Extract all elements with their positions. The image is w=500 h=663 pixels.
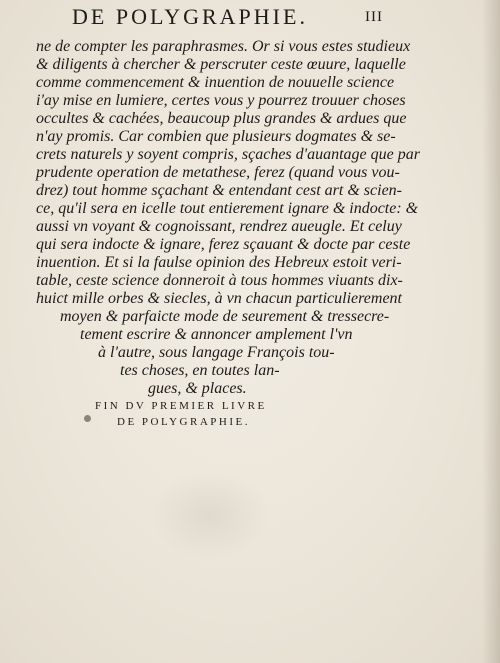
text-line: i'ay mise en lumiere, certes vous y pourrez trouuer choses bbox=[36, 92, 406, 109]
text-line: crets naturels y soyent compris, sçaches d'auantage que par bbox=[36, 146, 420, 163]
text-line: & diligents à chercher & perscruter ceste œuure, laquelle bbox=[36, 56, 406, 73]
text-line: drez) tout homme sçachant & entendant cest art & scien- bbox=[36, 182, 402, 199]
running-title: DE POLYGRAPHIE. bbox=[72, 4, 308, 29]
text-line: table, ceste science donneroit à tous hommes viuants dix- bbox=[36, 272, 403, 289]
text-line: ce, qu'il sera en icelle tout entierement ignare & indocte: & bbox=[36, 200, 419, 217]
text-line: prudente operation de metathese, ferez (quand vous vou- bbox=[36, 164, 400, 181]
text-line: gues, & places. bbox=[148, 380, 247, 397]
text-line: qui sera indocte & ignare, ferez sçauant & docte par ceste bbox=[36, 236, 411, 253]
text-line: aussi vn voyant & cognoissant, rendrez aueugle. Et celuy bbox=[36, 218, 402, 235]
text-line: n'ay promis. Car combien que plusieurs dogmates & se- bbox=[36, 128, 396, 145]
colophon-line-1: FIN DV PREMIER LIVRE bbox=[95, 400, 267, 412]
text-line: tes choses, en toutes lan- bbox=[120, 362, 280, 379]
page-edge-shadow bbox=[482, 0, 500, 663]
text-line: comme commencement & inuention de nouuelle science bbox=[36, 74, 395, 91]
text-line: huict mille orbes & siecles, à vn chacun particulierement bbox=[36, 290, 402, 307]
text-line: occultes & cachées, beaucoup plus grandes & ardues que bbox=[36, 110, 407, 127]
text-line: tement escrire & annoncer amplement l'vn bbox=[80, 326, 353, 343]
ink-dot bbox=[84, 415, 91, 422]
colophon-line-2: DE POLYGRAPHIE. bbox=[117, 416, 250, 428]
text-line: inuention. Et si la faulse opinion des Hebreux estoit veri- bbox=[36, 254, 402, 271]
text-line: moyen & parfaicte mode de seurement & tressecre- bbox=[60, 308, 390, 325]
paper-stain bbox=[150, 470, 270, 560]
text-line: ne de compter les paraphrasmes. Or si vous estes studieux bbox=[36, 38, 411, 55]
folio-number: III bbox=[365, 9, 383, 25]
text-line: à l'autre, sous langage François tou- bbox=[98, 344, 335, 361]
